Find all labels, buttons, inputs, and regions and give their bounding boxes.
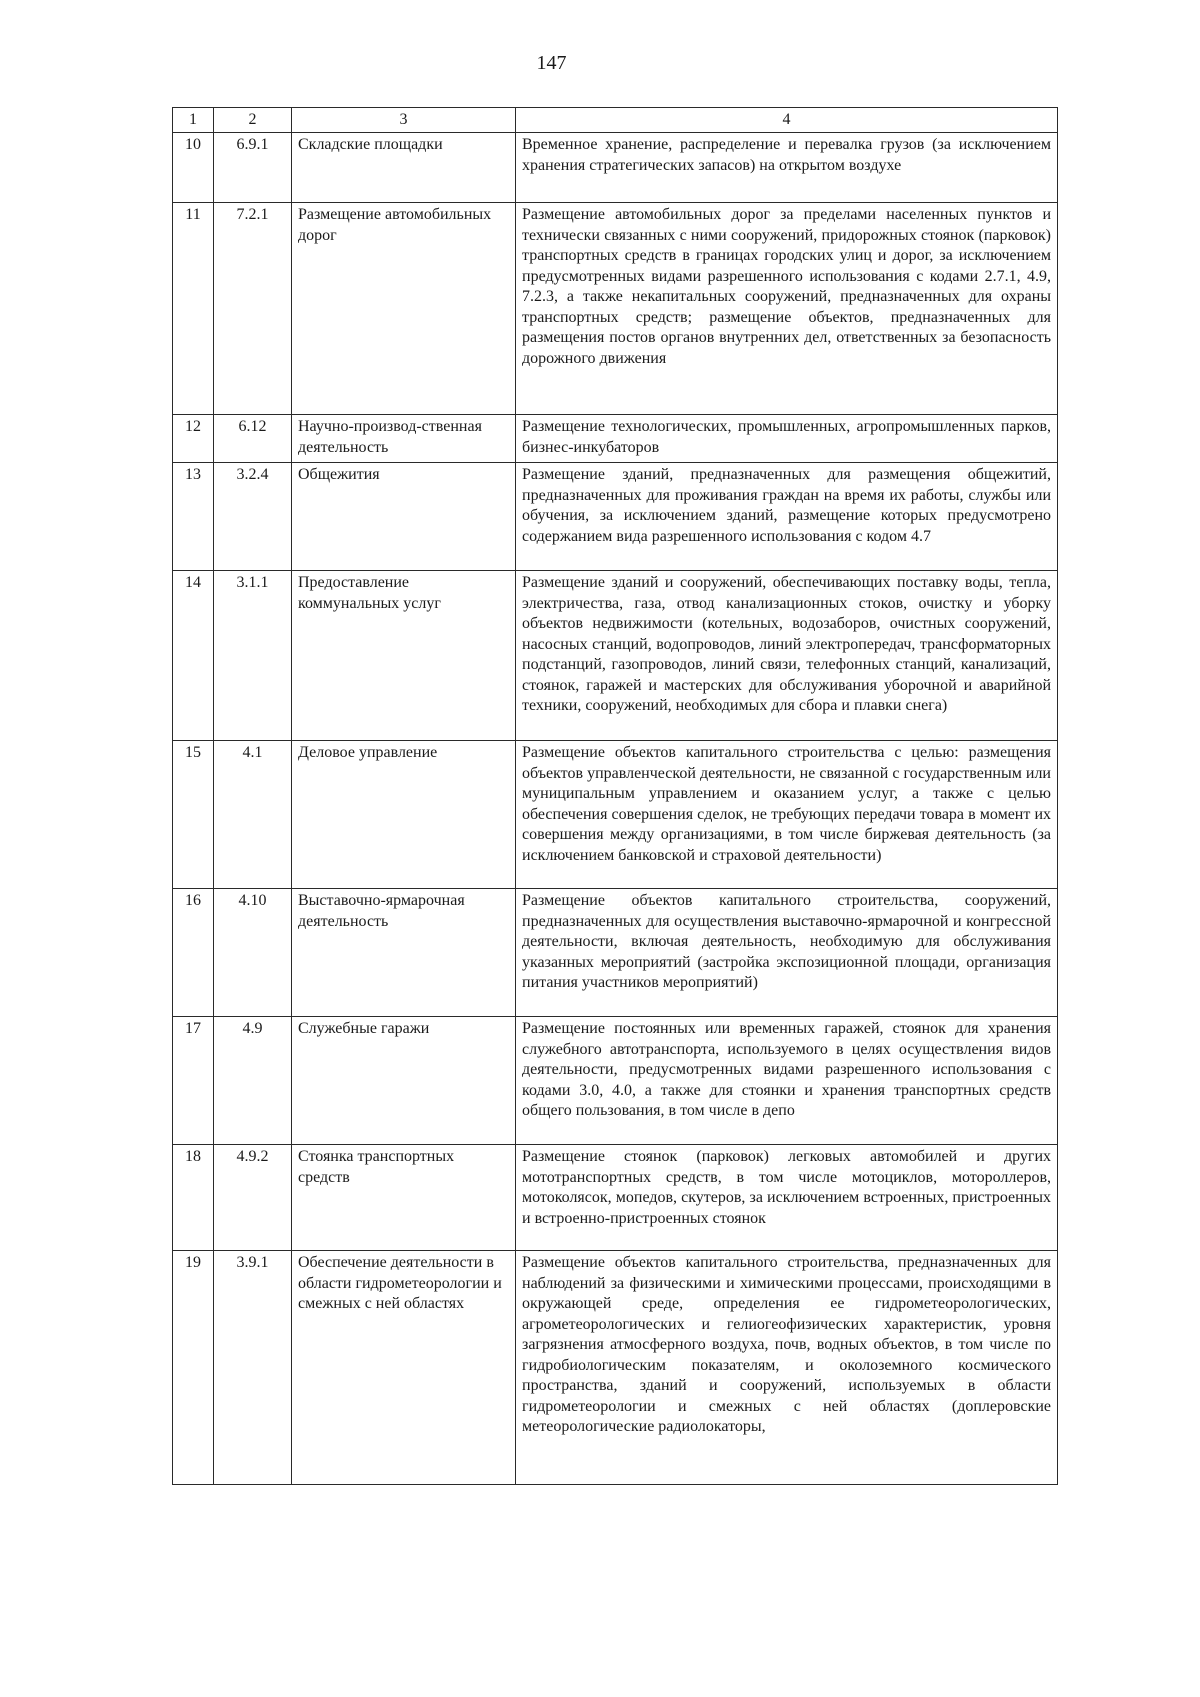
header-col-4: 4 (516, 108, 1058, 133)
table-row (173, 1017, 1058, 1145)
row-name: Размещение автомобильных дорог (292, 203, 516, 415)
table-row (173, 415, 1058, 463)
row-number: 18 (173, 1145, 214, 1251)
row-code: 7.2.1 (214, 203, 292, 415)
row-code: 6.9.1 (214, 133, 292, 203)
row-number: 14 (173, 571, 214, 741)
row-name: Стоянка транспортных средств (292, 1145, 516, 1251)
row-name: Общежития (292, 463, 516, 571)
table-row (173, 1251, 1058, 1485)
row-code: 3.1.1 (214, 571, 292, 741)
row-number: 11 (173, 203, 214, 415)
row-name: Научно-производ-ственная деятельность (292, 415, 516, 463)
row-code: 4.9.2 (214, 1145, 292, 1251)
header-col-1: 1 (173, 108, 214, 133)
row-code: 6.12 (214, 415, 292, 463)
row-name: Служебные гаражи (292, 1017, 516, 1145)
land-use-table (172, 107, 1058, 1485)
row-description: Временное хранение, распределение и перевалка грузов (за исключением хранения стратегических запасов) на открытом воздухе (516, 133, 1058, 203)
table-row (173, 133, 1058, 203)
row-number: 12 (173, 415, 214, 463)
row-name: Предоставление коммунальных услуг (292, 571, 516, 741)
table-row (173, 571, 1058, 741)
row-name: Обеспечение деятельности в области гидрометеорологии и смежных с ней областях (292, 1251, 516, 1485)
row-number: 10 (173, 133, 214, 203)
table-row (173, 463, 1058, 571)
row-description: Размещение объектов капитального строительства с целью: размещения объектов управленческой деятельности, не связанной с государственным или муниципальным управлением и оказанием услуг, а также с целью обеспечения совершения сделок, не требующих передачи товара в момент их совершения между организациями, в том числе биржевая деятельность (за исключением банковской и страховой деятельности) (516, 741, 1058, 889)
table-row (173, 889, 1058, 1017)
page-number: 147 (536, 52, 567, 74)
header-col-2: 2 (214, 108, 292, 133)
row-code: 4.1 (214, 741, 292, 889)
row-description: Размещение технологических, промышленных, агропромышленных парков, бизнес-инкубаторов (516, 415, 1058, 463)
table-row (173, 203, 1058, 415)
row-description: Размещение автомобильных дорог за пределами населенных пунктов и технически связанных с ними сооружений, придорожных стоянок (парковок) транспортных средств в границах городских улиц и дорог, за исключением предусмотренных видами разрешенного использования с кодами 2.7.1, 4.9, 7.2.3, а также некапитальных сооружений, предназначенных для охраны транспортных средств; размещение объектов, предназначенных для размещения постов органов внутренних дел, ответственных за безопасность дорожного движения (516, 203, 1058, 415)
row-code: 3.2.4 (214, 463, 292, 571)
row-name: Складские площадки (292, 133, 516, 203)
row-code: 4.9 (214, 1017, 292, 1145)
row-description: Размещение зданий и сооружений, обеспечивающих поставку воды, тепла, электричества, газа, отвод канализационных стоков, очистку и уборку объектов недвижимости (котельных, водозаборов, очистных сооружений, насосных станций, водопроводов, линий электропередач, трансформаторных подстанций, газопроводов, линий связи, телефонных станций, канализаций, стоянок, гаражей и мастерских для обслуживания уборочной и аварийной техники, сооружений, необходимых для сбора и плавки снега) (516, 571, 1058, 741)
row-description: Размещение зданий, предназначенных для размещения общежитий, предназначенных для проживания граждан на время их работы, службы или обучения, за исключением зданий, размещение которых предусмотрено содержанием вида разрешенного использования с кодом 4.7 (516, 463, 1058, 571)
row-number: 13 (173, 463, 214, 571)
row-number: 15 (173, 741, 214, 889)
row-name: Деловое управление (292, 741, 516, 889)
row-number: 17 (173, 1017, 214, 1145)
table-header-row (173, 108, 1058, 133)
row-description: Размещение объектов капитального строительства, предназначенных для наблюдений за физическими и химическими процессами, происходящими в окружающей среде, определения ее гидрометеорологических, агрометеорологических и гелиогеофизических характеристик, уровня загрязнения атмосферного воздуха, почв, водных объектов, в том числе по гидробиологическим показателям, и околоземного космического пространства, зданий и сооружений, используемых в области гидрометеорологии и смежных с ней областях (доплеровские метеорологические радиолокаторы, (516, 1251, 1058, 1485)
header-col-3: 3 (292, 108, 516, 133)
row-name: Выставочно-ярмарочная деятельность (292, 889, 516, 1017)
table-row (173, 741, 1058, 889)
row-number: 16 (173, 889, 214, 1017)
table-row (173, 1145, 1058, 1251)
row-code: 3.9.1 (214, 1251, 292, 1485)
row-description: Размещение объектов капитального строительства, сооружений, предназначенных для осуществления выставочно-ярмарочной и конгрессной деятельности, включая деятельность, необходимую для обслуживания указанных мероприятий (застройка экспозиционной площади, организация питания участников мероприятий) (516, 889, 1058, 1017)
row-number: 19 (173, 1251, 214, 1485)
row-description: Размещение стоянок (парковок) легковых автомобилей и других мототранспортных средств, в том числе мотоциклов, мотороллеров, мотоколясок, мопедов, скутеров, за исключением встроенных, пристроенных и встроенно-пристроенных стоянок (516, 1145, 1058, 1251)
row-code: 4.10 (214, 889, 292, 1017)
row-description: Размещение постоянных или временных гаражей, стоянок для хранения служебного автотранспорта, используемого в целях осуществления видов деятельности, предусмотренных видами разрешенного использования с кодами 3.0, 4.0, а также для стоянки и хранения транспортных средств общего пользования, в том числе в депо (516, 1017, 1058, 1145)
